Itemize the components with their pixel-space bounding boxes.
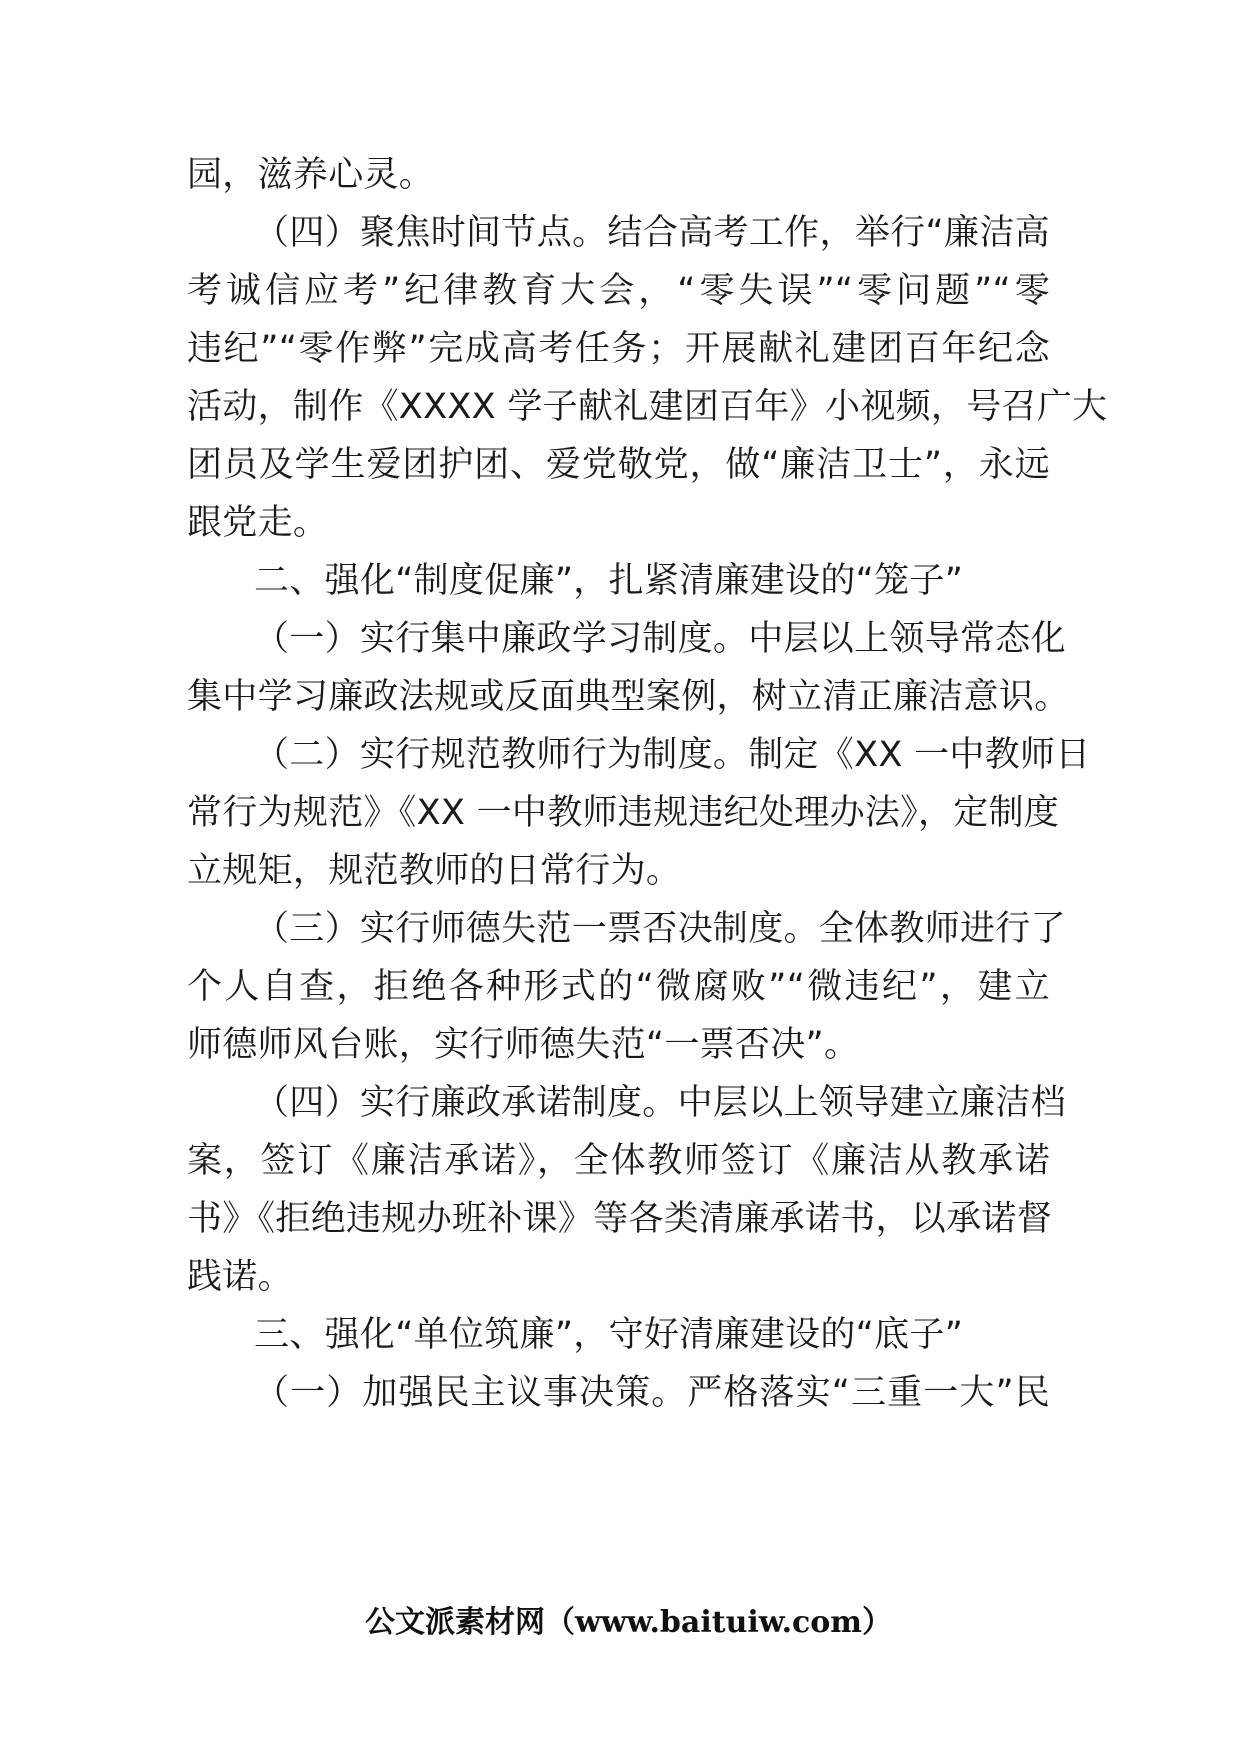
text-line <box>0 1012 1240 1078</box>
text-line <box>0 1186 1240 1252</box>
watermark-footer <box>0 1593 1240 1653</box>
text-line <box>0 1244 1240 1310</box>
section-heading <box>0 548 1240 614</box>
text-line <box>0 200 1240 266</box>
text-line <box>0 954 1240 1020</box>
line-text: 师德师风台账，实行师德失范“一票否决”。 <box>187 1025 860 1065</box>
text-line <box>0 490 1240 556</box>
heading-text: 三、强化“单位筑廉”，守好清廉建设的“底子” <box>254 1315 964 1355</box>
text-line <box>0 316 1240 382</box>
line-text: （四）聚焦时间节点。结合高考工作，举行“廉洁高 <box>254 213 1050 253</box>
line-text: （三）实行师德失范一票否决制度。全体教师进行了 <box>254 909 1066 949</box>
text-line <box>0 780 1240 846</box>
text-line <box>0 1128 1240 1194</box>
text-line <box>0 838 1240 904</box>
text-line <box>0 606 1240 672</box>
line-text: 集中学习廉政法规或反面典型案例，树立清正廉洁意识。 <box>187 677 1070 717</box>
text-line <box>0 432 1240 498</box>
line-text: （二）实行规范教师行为制度。制定《XX 一中教师日 <box>254 735 1091 775</box>
line-text: （四）实行廉政承诺制度。中层以上领导建立廉洁档 <box>254 1083 1066 1123</box>
footer-text: 公文派素材网（www.baituiw.com） <box>365 1605 893 1640</box>
line-text: 跟党走。 <box>187 503 329 543</box>
line-text: （一）加强民主议事决策。严格落实“三重一大”民 <box>254 1373 1050 1413</box>
line-text: 活动，制作《XXXX 学子献礼建团百年》小视频，号召广大 <box>187 387 1108 427</box>
line-text: （一）实行集中廉政学习制度。中层以上领导常态化 <box>254 619 1066 659</box>
line-text: 园，滋养心灵。 <box>187 155 435 195</box>
line-text: 违纪”“零作弊”完成高考任务；开展献礼建团百年纪念 <box>187 329 1050 369</box>
text-line <box>0 1360 1240 1426</box>
section-heading <box>0 1302 1240 1368</box>
line-text: 个人自查，拒绝各种形式的“微腐败”“微违纪”，建立 <box>187 967 1050 1007</box>
text-line <box>0 142 1240 208</box>
line-text: 考诚信应考”纪律教育大会，“零失误”“零问题”“零 <box>187 271 1050 311</box>
text-line <box>0 1070 1240 1136</box>
line-text: 践诺。 <box>187 1257 293 1297</box>
text-line <box>0 896 1240 962</box>
text-line <box>0 258 1240 324</box>
line-text: 案，签订《廉洁承诺》，全体教师签订《廉洁从教承诺 <box>187 1141 1050 1181</box>
text-line <box>0 374 1240 440</box>
line-text: 书》《拒绝违规办班补课》等各类清廉承诺书，以承诺督 <box>187 1199 1053 1239</box>
heading-text: 二、强化“制度促廉”，扎紧清廉建设的“笼子” <box>254 561 964 601</box>
line-text: 常行为规范》《XX 一中教师违规违纪处理办法》，定制度 <box>187 793 1060 833</box>
line-text: 团员及学生爱团护团、爱党敬党，做“廉洁卫士”，永远 <box>187 445 1050 485</box>
line-text: 立规矩，规范教师的日常行为。 <box>187 851 682 891</box>
text-line <box>0 722 1240 788</box>
text-line <box>0 664 1240 730</box>
